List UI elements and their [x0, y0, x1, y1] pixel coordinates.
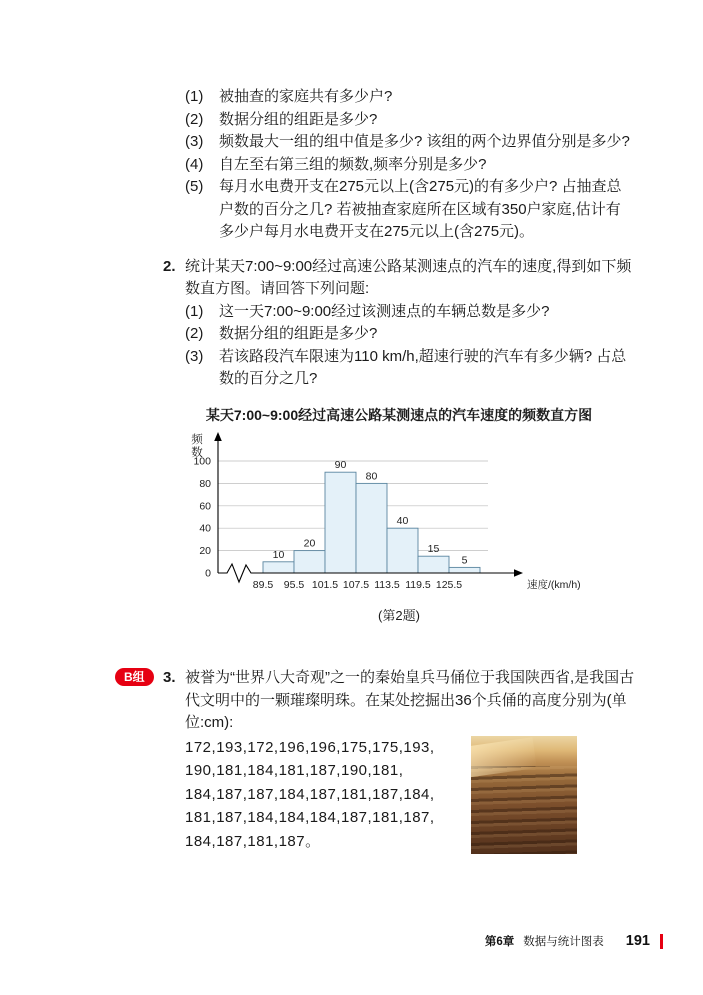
item-text: 若该路段汽车限速为110 km/h,超速行驶的汽车有多少辆? 占总数的百分之几? — [219, 347, 627, 387]
heights-data-line: 181,187,184,184,184,187,181,187, — [185, 809, 435, 826]
list-item — [185, 131, 635, 154]
page-footer — [485, 933, 663, 949]
question-body — [185, 667, 643, 854]
svg-text:15: 15 — [427, 542, 440, 555]
list-item — [185, 346, 635, 391]
item-text: 这一天7:00~9:00经过该测速点的车辆总数是多少? — [219, 302, 550, 320]
item-number: (2) — [185, 325, 204, 342]
svg-text:90: 90 — [334, 458, 347, 471]
svg-text:20: 20 — [199, 544, 211, 557]
svg-text:40: 40 — [199, 522, 211, 535]
svg-text:101.5: 101.5 — [311, 578, 339, 591]
svg-text:20: 20 — [303, 537, 316, 550]
footer-accent-bar — [660, 934, 663, 949]
question-number: 2. — [163, 257, 176, 275]
question-2 — [163, 256, 635, 391]
svg-text:107.5: 107.5 — [342, 578, 370, 591]
list-item — [185, 176, 635, 244]
page-content — [124, 86, 635, 854]
question-body — [185, 256, 635, 391]
svg-text:80: 80 — [365, 469, 378, 482]
chart-title: 某天7:00~9:00经过高速公路某测速点的汽车速度的频数直方图 — [205, 406, 593, 423]
page-number: 191 — [625, 933, 650, 949]
svg-text:5: 5 — [461, 553, 468, 566]
question-intro: 被誉为“世界八大奇观”之一的秦始皇兵马俑位于我国陕西省,是我国古代文明中的一颗璀璨明珠。在某处挖掘出36个兵俑的高度分别为(单位:cm): — [185, 669, 635, 731]
footer-section: 数据与统计图表 — [523, 936, 604, 948]
svg-text:10: 10 — [272, 548, 285, 561]
svg-text:数: 数 — [191, 446, 203, 459]
heights-data-line: 190,181,184,181,187,190,181, — [185, 762, 404, 779]
item-number: (1) — [185, 302, 204, 320]
item-number: (3) — [185, 347, 204, 365]
item-text: 数据分组的组距是多少? — [219, 110, 378, 128]
list-item — [185, 154, 635, 177]
frequency-histogram-block — [163, 405, 635, 628]
list-item — [185, 109, 635, 132]
list-item — [185, 86, 635, 109]
svg-text:40: 40 — [396, 514, 409, 527]
heights-data-line: 184,187,181,187。 — [185, 832, 321, 850]
frequency-histogram-svg — [163, 427, 635, 605]
heights-data-line: 184,187,187,184,187,181,187,184, — [185, 785, 435, 803]
chart-caption: (第2题) — [378, 607, 420, 623]
item-number: (3) — [185, 133, 204, 150]
question-3 — [124, 667, 635, 854]
item-text: 自左至右第三组的频数,频率分别是多少? — [219, 155, 487, 173]
item-number: (2) — [185, 110, 204, 128]
svg-text:速度/(km/h): 速度/(km/h) — [527, 578, 581, 591]
footer-chapter: 第6章 — [484, 936, 515, 948]
item-number: (1) — [185, 88, 204, 105]
svg-text:频: 频 — [191, 433, 203, 446]
item-number: (5) — [185, 178, 204, 195]
svg-text:113.5: 113.5 — [374, 578, 400, 591]
svg-text:0: 0 — [205, 567, 211, 579]
item-text: 频数最大一组的组中值是多少? 该组的两个边界值分别是多少? — [219, 133, 630, 150]
question-intro: 统计某天7:00~9:00经过高速公路某测速点的汽车的速度,得到如下频数直方图。请回答下列问题: — [185, 257, 632, 297]
svg-text:125.5: 125.5 — [435, 578, 463, 591]
question-number: 3. — [163, 669, 176, 686]
list-item — [185, 301, 635, 324]
question-1-subitems — [185, 86, 635, 244]
svg-text:89.5: 89.5 — [252, 578, 274, 591]
svg-text:100: 100 — [193, 455, 211, 467]
terracotta-warriors-photo — [471, 736, 577, 854]
svg-text:80: 80 — [199, 477, 211, 490]
item-number: (4) — [185, 155, 204, 173]
heights-data-line: 172,193,172,196,196,175,175,193, — [185, 738, 435, 756]
heights-data-block — [185, 736, 471, 854]
svg-text:95.5: 95.5 — [283, 578, 305, 591]
item-text: 数据分组的组距是多少? — [219, 325, 378, 342]
svg-text:119.5: 119.5 — [405, 578, 431, 591]
group-b-badge: B组 — [115, 668, 154, 686]
item-text: 每月水电费开支在275元以上(含275元)的有多少户? 占抽查总户数的百分之几? 若被抽查家庭所在区域有350户家庭,估计有多少户每月水电费开支在275元以上(含275元)。 — [219, 178, 622, 240]
svg-text:60: 60 — [199, 499, 211, 512]
question-3-media-row — [185, 736, 643, 854]
list-item — [185, 323, 635, 346]
item-text: 被抽查的家庭共有多少户? — [219, 88, 393, 105]
